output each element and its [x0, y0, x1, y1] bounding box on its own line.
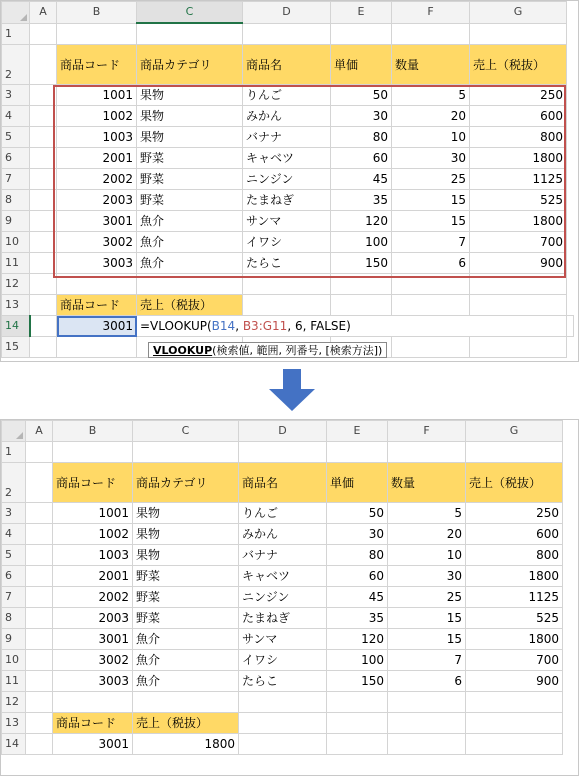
- row-header-9[interactable]: 9: [2, 211, 30, 232]
- cell-price[interactable]: 30: [331, 106, 392, 127]
- header-qty[interactable]: 数量: [388, 463, 466, 503]
- select-all-corner-icon[interactable]: [2, 421, 26, 442]
- row-header-3[interactable]: 3: [2, 85, 30, 106]
- cell[interactable]: [30, 190, 57, 211]
- cell[interactable]: [327, 734, 388, 755]
- row-header-13[interactable]: 13: [2, 713, 26, 734]
- cell-qty[interactable]: 15: [388, 608, 466, 629]
- cell-category[interactable]: 果物: [133, 545, 239, 566]
- cell-category[interactable]: 野菜: [137, 169, 243, 190]
- cell-price[interactable]: 120: [327, 629, 388, 650]
- cell-sales[interactable]: 525: [466, 608, 563, 629]
- cell-qty[interactable]: 30: [388, 566, 466, 587]
- cell-code[interactable]: 3002: [57, 232, 137, 253]
- row-header-4[interactable]: 4: [2, 106, 30, 127]
- column-header-g[interactable]: G: [470, 2, 567, 24]
- formula-ref-range: B3:G11: [242, 319, 288, 333]
- cell-qty[interactable]: 15: [392, 211, 470, 232]
- cell[interactable]: [30, 106, 57, 127]
- cell-category[interactable]: 野菜: [133, 608, 239, 629]
- column-header-a[interactable]: A: [30, 2, 57, 24]
- cell-price[interactable]: 50: [331, 85, 392, 106]
- cell[interactable]: [392, 337, 470, 358]
- cell-category[interactable]: 魚介: [137, 253, 243, 274]
- row-header-8[interactable]: 8: [2, 608, 26, 629]
- cell[interactable]: [30, 23, 57, 45]
- cell-code[interactable]: 2003: [53, 608, 133, 629]
- cell-code[interactable]: 1002: [57, 106, 137, 127]
- cell-category[interactable]: 野菜: [137, 190, 243, 211]
- cell-qty[interactable]: 6: [388, 671, 466, 692]
- cell-qty[interactable]: 20: [388, 524, 466, 545]
- column-header-e[interactable]: E: [327, 421, 388, 442]
- cell[interactable]: [26, 629, 53, 650]
- cell-name[interactable]: キャベツ: [239, 566, 327, 587]
- row-header-15[interactable]: 15: [2, 337, 30, 358]
- select-all-corner-icon[interactable]: [2, 2, 30, 24]
- cell[interactable]: [388, 692, 466, 713]
- cell-sales[interactable]: 525: [470, 190, 567, 211]
- cell-name[interactable]: バナナ: [239, 545, 327, 566]
- formula-rest: , 6, FALSE): [287, 319, 351, 333]
- cell-qty[interactable]: 5: [388, 503, 466, 524]
- cell[interactable]: [30, 127, 57, 148]
- cell[interactable]: [331, 23, 392, 45]
- header-name[interactable]: 商品名: [243, 45, 331, 85]
- header-qty[interactable]: 数量: [392, 45, 470, 85]
- row-header-9[interactable]: 9: [2, 629, 26, 650]
- cell[interactable]: [470, 23, 567, 45]
- cell-sales[interactable]: 700: [470, 232, 567, 253]
- cell-name[interactable]: バナナ: [243, 127, 331, 148]
- cell-category[interactable]: 魚介: [133, 671, 239, 692]
- cell-sales[interactable]: 1125: [470, 169, 567, 190]
- cell-code[interactable]: 1003: [57, 127, 137, 148]
- cell-code[interactable]: 1002: [53, 524, 133, 545]
- cell-qty[interactable]: 10: [388, 545, 466, 566]
- cell-category[interactable]: 魚介: [137, 211, 243, 232]
- cell-name[interactable]: ニンジン: [243, 169, 331, 190]
- row-header-12[interactable]: 12: [2, 692, 26, 713]
- column-header-d[interactable]: D: [243, 2, 331, 24]
- lookup-header-sales[interactable]: 売上（税抜）: [133, 713, 239, 734]
- row-header-7[interactable]: 7: [2, 169, 30, 190]
- cell-sales[interactable]: 800: [466, 545, 563, 566]
- row-header-3[interactable]: 3: [2, 503, 26, 524]
- row-header-6[interactable]: 6: [2, 566, 26, 587]
- row-header-11[interactable]: 11: [2, 671, 26, 692]
- cell-sales[interactable]: 800: [470, 127, 567, 148]
- cell[interactable]: [30, 85, 57, 106]
- cell-code[interactable]: 3001: [53, 629, 133, 650]
- cell-price[interactable]: 100: [331, 232, 392, 253]
- cell-price[interactable]: 60: [327, 566, 388, 587]
- cell-qty[interactable]: 7: [388, 650, 466, 671]
- header-cat[interactable]: 商品カテゴリ: [137, 45, 243, 85]
- function-tooltip[interactable]: [148, 342, 387, 358]
- cell-qty[interactable]: 7: [392, 232, 470, 253]
- cell[interactable]: [26, 566, 53, 587]
- column-header-b[interactable]: B: [57, 2, 137, 24]
- cell-sales[interactable]: 250: [466, 503, 563, 524]
- cell[interactable]: [26, 713, 53, 734]
- cell-sales[interactable]: 700: [466, 650, 563, 671]
- cell-category[interactable]: 魚介: [137, 232, 243, 253]
- cell-name[interactable]: たまねぎ: [243, 190, 331, 211]
- column-header-g[interactable]: G: [466, 421, 563, 442]
- cell-name[interactable]: たまねぎ: [239, 608, 327, 629]
- cell[interactable]: [470, 295, 567, 316]
- cell-sales[interactable]: 1800: [470, 211, 567, 232]
- cell-sales[interactable]: 1800: [470, 148, 567, 169]
- cell[interactable]: [26, 545, 53, 566]
- cell[interactable]: [567, 316, 574, 337]
- cell-category[interactable]: 果物: [133, 503, 239, 524]
- cell-price[interactable]: 35: [327, 608, 388, 629]
- cell[interactable]: [327, 442, 388, 463]
- lookup-header-code[interactable]: 商品コード: [53, 713, 133, 734]
- cell[interactable]: [137, 274, 243, 295]
- cell[interactable]: [331, 274, 392, 295]
- row-header-5[interactable]: 5: [2, 127, 30, 148]
- cell[interactable]: [133, 692, 239, 713]
- cell[interactable]: [388, 713, 466, 734]
- row-header-1[interactable]: 1: [2, 442, 26, 463]
- row-header-10[interactable]: 10: [2, 650, 26, 671]
- formula-separator: ,: [235, 319, 243, 333]
- cell[interactable]: [239, 713, 327, 734]
- cell[interactable]: [243, 23, 331, 45]
- cell-name[interactable]: りんご: [243, 85, 331, 106]
- cell[interactable]: [30, 316, 57, 337]
- cell-code[interactable]: 3003: [53, 671, 133, 692]
- cell-category[interactable]: 野菜: [137, 148, 243, 169]
- cell[interactable]: [26, 587, 53, 608]
- cell[interactable]: [30, 337, 57, 358]
- header-name[interactable]: 商品名: [239, 463, 327, 503]
- cell[interactable]: [57, 23, 137, 45]
- cell-code[interactable]: 1001: [53, 503, 133, 524]
- cell[interactable]: [470, 274, 567, 295]
- row-header-1[interactable]: 1: [2, 23, 30, 45]
- cell-code[interactable]: 2003: [57, 190, 137, 211]
- cell-price[interactable]: 60: [331, 148, 392, 169]
- header-code[interactable]: 商品コード: [53, 463, 133, 503]
- cell[interactable]: [26, 608, 53, 629]
- cell-qty[interactable]: 25: [388, 587, 466, 608]
- column-header-c[interactable]: C: [137, 2, 243, 24]
- cell-price[interactable]: 35: [331, 190, 392, 211]
- header-code[interactable]: 商品コード: [57, 45, 137, 85]
- header-sales[interactable]: 売上（税抜）: [466, 463, 563, 503]
- cell-sales[interactable]: 900: [470, 253, 567, 274]
- tooltip-args: (検索値, 範囲, 列番号, [検索方法]): [212, 344, 383, 357]
- cell[interactable]: [30, 45, 57, 85]
- tooltip-function-name[interactable]: VLOOKUP: [153, 344, 213, 357]
- cell[interactable]: [466, 734, 563, 755]
- cell-code[interactable]: 3003: [57, 253, 137, 274]
- cell-price[interactable]: 45: [327, 587, 388, 608]
- row-header-11[interactable]: 11: [2, 253, 30, 274]
- formula-cell[interactable]: [137, 316, 567, 337]
- cell-category[interactable]: 果物: [137, 127, 243, 148]
- cell-sales[interactable]: 250: [470, 85, 567, 106]
- row-header-8[interactable]: 8: [2, 190, 30, 211]
- cell[interactable]: [30, 253, 57, 274]
- formula-prefix: =VLOOKUP(: [140, 319, 212, 333]
- cell-price[interactable]: 30: [327, 524, 388, 545]
- cell[interactable]: [53, 442, 133, 463]
- lookup-input-code[interactable]: 3001: [57, 316, 137, 337]
- row-header-4[interactable]: 4: [2, 524, 26, 545]
- cell[interactable]: [30, 295, 57, 316]
- cell-price[interactable]: 80: [327, 545, 388, 566]
- column-header-f[interactable]: F: [392, 2, 470, 24]
- cell-qty[interactable]: 6: [392, 253, 470, 274]
- row-header-7[interactable]: 7: [2, 587, 26, 608]
- cell[interactable]: [466, 713, 563, 734]
- cell[interactable]: [388, 442, 466, 463]
- cell[interactable]: [26, 692, 53, 713]
- cell[interactable]: [327, 692, 388, 713]
- lookup-result[interactable]: 1800: [133, 734, 239, 755]
- cell[interactable]: [30, 148, 57, 169]
- cell-name[interactable]: サンマ: [239, 629, 327, 650]
- cell[interactable]: [53, 692, 133, 713]
- cell[interactable]: [392, 23, 470, 45]
- column-header-f[interactable]: F: [388, 421, 466, 442]
- cell-price[interactable]: 100: [327, 650, 388, 671]
- cell-category[interactable]: 果物: [137, 85, 243, 106]
- grid-before: [1, 1, 574, 358]
- cell-code[interactable]: 3002: [53, 650, 133, 671]
- row-header-5[interactable]: 5: [2, 545, 26, 566]
- cell[interactable]: [243, 274, 331, 295]
- cell-qty[interactable]: 10: [392, 127, 470, 148]
- cell-price[interactable]: 50: [327, 503, 388, 524]
- row-header-10[interactable]: 10: [2, 232, 30, 253]
- row-header-13[interactable]: 13: [2, 295, 30, 316]
- column-header-e[interactable]: E: [331, 2, 392, 24]
- cell-name[interactable]: キャベツ: [243, 148, 331, 169]
- cell[interactable]: [26, 463, 53, 503]
- cell-name[interactable]: りんご: [239, 503, 327, 524]
- cell-sales[interactable]: 1800: [466, 566, 563, 587]
- cell-qty[interactable]: 5: [392, 85, 470, 106]
- lookup-header-code[interactable]: 商品コード: [57, 295, 137, 316]
- cell[interactable]: [327, 713, 388, 734]
- cell-qty[interactable]: 20: [392, 106, 470, 127]
- cell-qty[interactable]: 15: [388, 629, 466, 650]
- cell-category[interactable]: 野菜: [133, 566, 239, 587]
- row-header-12[interactable]: 12: [2, 274, 30, 295]
- cell[interactable]: [26, 671, 53, 692]
- header-sales[interactable]: 売上（税抜）: [470, 45, 567, 85]
- cell-name[interactable]: みかん: [239, 524, 327, 545]
- header-price[interactable]: 単価: [327, 463, 388, 503]
- cell-code[interactable]: 3001: [57, 211, 137, 232]
- cell-sales[interactable]: 1800: [466, 629, 563, 650]
- spreadsheet-before: [0, 0, 579, 362]
- cell[interactable]: [466, 442, 563, 463]
- cell[interactable]: [26, 650, 53, 671]
- cell-code[interactable]: 2002: [53, 587, 133, 608]
- header-cat[interactable]: 商品カテゴリ: [133, 463, 239, 503]
- cell[interactable]: [331, 295, 392, 316]
- cell-qty[interactable]: 30: [392, 148, 470, 169]
- cell[interactable]: [388, 734, 466, 755]
- cell[interactable]: [57, 337, 137, 358]
- lookup-header-sales[interactable]: 売上（税抜）: [137, 295, 243, 316]
- cell[interactable]: [239, 734, 327, 755]
- cell-name[interactable]: イワシ: [239, 650, 327, 671]
- cell[interactable]: [26, 442, 53, 463]
- row-header-14[interactable]: 14: [2, 316, 30, 337]
- cell-name[interactable]: ニンジン: [239, 587, 327, 608]
- cell[interactable]: [57, 274, 137, 295]
- lookup-input-code[interactable]: 3001: [53, 734, 133, 755]
- cell-name[interactable]: サンマ: [243, 211, 331, 232]
- cell[interactable]: [239, 692, 327, 713]
- cell[interactable]: [392, 295, 470, 316]
- cell-category[interactable]: 魚介: [133, 650, 239, 671]
- cell[interactable]: [26, 524, 53, 545]
- cell-sales[interactable]: 1125: [466, 587, 563, 608]
- cell-name[interactable]: イワシ: [243, 232, 331, 253]
- cell[interactable]: [243, 295, 331, 316]
- cell-price[interactable]: 120: [331, 211, 392, 232]
- cell[interactable]: [30, 211, 57, 232]
- cell[interactable]: [30, 232, 57, 253]
- cell-category[interactable]: 野菜: [133, 587, 239, 608]
- cell-sales[interactable]: 600: [466, 524, 563, 545]
- cell[interactable]: [30, 169, 57, 190]
- cell-qty[interactable]: 15: [392, 190, 470, 211]
- cell-price[interactable]: 80: [331, 127, 392, 148]
- cell-price[interactable]: 150: [331, 253, 392, 274]
- cell-category[interactable]: 果物: [137, 106, 243, 127]
- cell-qty[interactable]: 25: [392, 169, 470, 190]
- row-header-2[interactable]: 2: [2, 463, 26, 503]
- cell-category[interactable]: 果物: [133, 524, 239, 545]
- cell-price[interactable]: 150: [327, 671, 388, 692]
- cell-sales[interactable]: 600: [470, 106, 567, 127]
- cell-code[interactable]: 1003: [53, 545, 133, 566]
- column-header-c[interactable]: C: [133, 421, 239, 442]
- cell[interactable]: [239, 442, 327, 463]
- cell[interactable]: [137, 23, 243, 45]
- header-price[interactable]: 単価: [331, 45, 392, 85]
- formula-ref-lookup-value: B14: [211, 319, 236, 333]
- row-header-2[interactable]: 2: [2, 45, 30, 85]
- cell-name[interactable]: たらこ: [239, 671, 327, 692]
- cell[interactable]: [30, 274, 57, 295]
- cell-code[interactable]: 2001: [53, 566, 133, 587]
- cell-name[interactable]: たらこ: [243, 253, 331, 274]
- row-header-14[interactable]: 14: [2, 734, 26, 755]
- column-header-d[interactable]: D: [239, 421, 327, 442]
- spreadsheet-after: [0, 419, 579, 776]
- cell-code[interactable]: 2002: [57, 169, 137, 190]
- cell[interactable]: [470, 337, 567, 358]
- column-header-a[interactable]: A: [26, 421, 53, 442]
- cell[interactable]: [26, 503, 53, 524]
- cell-sales[interactable]: 900: [466, 671, 563, 692]
- cell-code[interactable]: 2001: [57, 148, 137, 169]
- down-arrow-icon: [269, 369, 315, 411]
- cell[interactable]: [26, 734, 53, 755]
- cell[interactable]: [466, 692, 563, 713]
- cell-category[interactable]: 魚介: [133, 629, 239, 650]
- cell-price[interactable]: 45: [331, 169, 392, 190]
- cell[interactable]: [133, 442, 239, 463]
- column-header-b[interactable]: B: [53, 421, 133, 442]
- cell-name[interactable]: みかん: [243, 106, 331, 127]
- cell[interactable]: [392, 274, 470, 295]
- row-header-6[interactable]: 6: [2, 148, 30, 169]
- grid-after: [1, 420, 563, 755]
- cell-code[interactable]: 1001: [57, 85, 137, 106]
